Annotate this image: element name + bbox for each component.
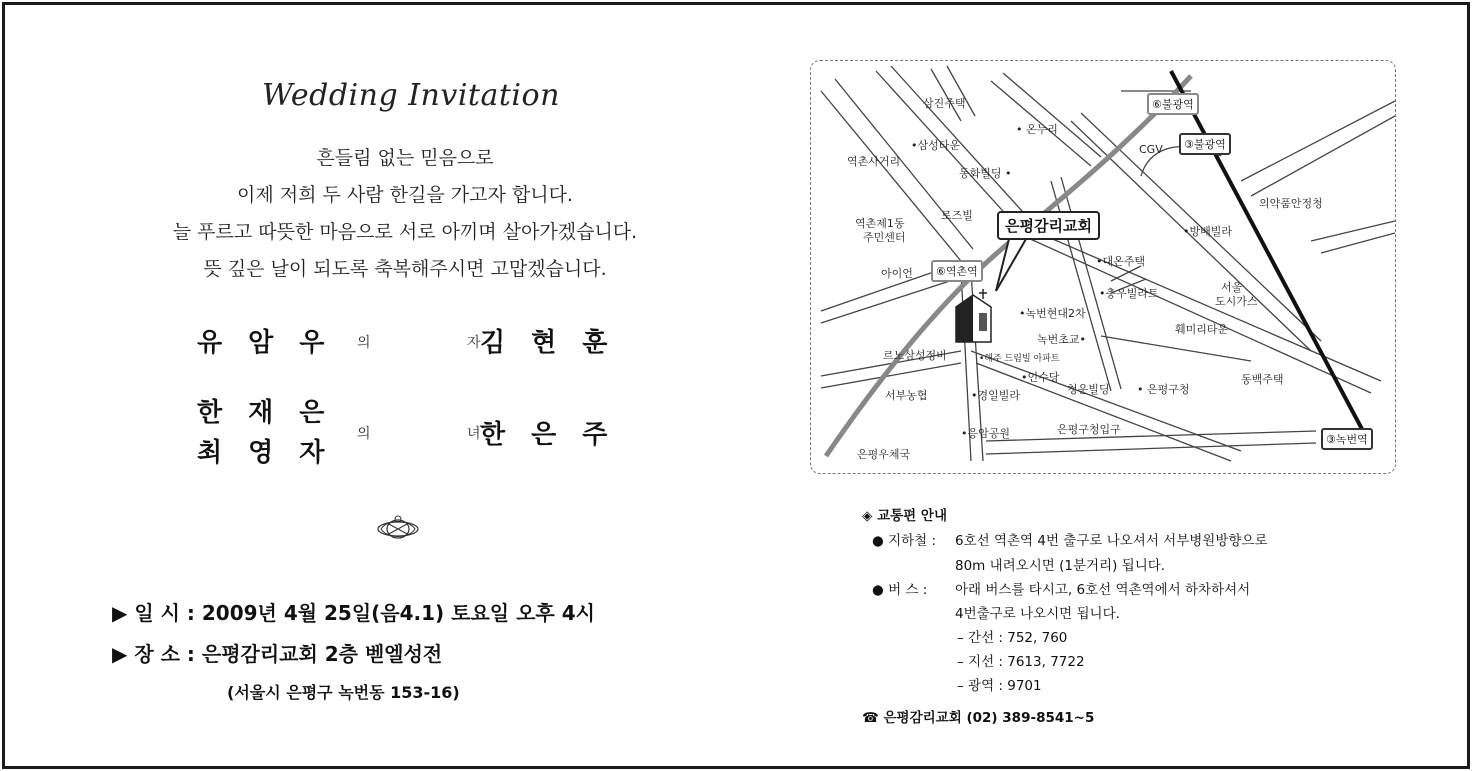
map-label-daeon: •대온주택 [1096,255,1145,268]
poem-line-4: 뜻 깊은 날이 되도록 축복해주시면 고맙겠습니다. [203,258,607,280]
subway-line-1: 6호선 역촌역 4번 출구로 나오셔서 서부병원방향으로 [955,533,1268,549]
bus-trunk: – 간선 : 752, 760 [957,630,1068,646]
subway-line-2: 80m 내려오시면 (1분거리) 됩니다. [955,558,1166,574]
map-label-eungam-park: •응암공원 [961,427,1010,440]
poem-line-3: 늘 푸르고 따뜻한 마음으로 서로 아끼며 살아가겠습니다. [172,221,638,243]
map-label-seobu-nonghyup: 서부농협 [885,389,928,402]
poem-line-2: 이제 저희 두 사람 한길을 가고자 합니다. [237,184,573,206]
map-label-yeokchon-center-1: 역촌제1동 [855,217,905,230]
map-label-cheongwoon: 청운빌딩 [1067,383,1110,396]
transport-heading: ◈ 교통편 안내 [862,508,947,524]
map-label-yeokchon-sageori: 역촌사거리 [847,155,901,168]
map-label-nokbeon-school: 녹번초교• [1037,333,1086,346]
map-label-chungwoo: •충우빌라트 [1099,287,1159,300]
location-map [810,60,1396,474]
bride-father: 한재은 [197,398,351,428]
map-label-gyeongil: •경일빌라 [971,389,1020,402]
bus-wide: – 광역 : 9701 [957,678,1042,694]
map-label-cgv: CGV [1139,143,1163,156]
groom-name: 김현훈 [480,328,634,358]
station-bulgwang-line3: ③불광역 [1179,133,1231,155]
bride-mother: 최영자 [197,438,351,468]
church-label: 은평감리교회 [997,211,1100,240]
map-label-eunpyeong-post: 은평우체국 [857,448,911,461]
station-bulgwang-line6: ⑥불광역 [1147,93,1199,115]
map-label-samjin: 삼진주택 [923,97,966,110]
date-line: ▶ 일 시 : 2009년 4월 25일(음4.1) 토요일 오후 4시 [112,601,595,625]
map-label-insudang: •인수당 [1021,371,1060,384]
map-label-renault: 르노삼성정비 [883,349,947,362]
bus-label: ● 버 스 : [872,582,928,598]
map-label-nokbeon-hyundai: •녹번현대2차 [1019,307,1086,320]
map-label-eunpyeong-office: • 은평구청 [1137,383,1190,396]
invitation-title: Wedding Invitation [262,78,560,113]
map-label-yakpum: 의약품안정청 [1259,197,1323,210]
station-yeokchon-line6: ⑥역촌역 [931,260,983,282]
station-nokbeon-line3: ③녹번역 [1321,428,1373,450]
groom-parent: 유암우 [197,328,351,358]
map-label-dongbaek: 동백주택 [1241,373,1284,386]
ornament-icon [373,513,423,547]
church-phone: ☎ 은평감리교회 (02) 389-8541~5 [862,710,1095,726]
map-label-onnuri: • 온누리 [1016,123,1058,136]
bus-branch: – 지선 : 7613, 7722 [957,654,1085,670]
bride-name: 한은주 [480,420,634,450]
map-label-donghwa: 동화빌딩 • [959,167,1012,180]
map-label-hwemiri: 훼미리타운 [1175,323,1229,336]
subway-label: ● 지하철 : [872,533,937,549]
bus-line-2: 4번출구로 나오시면 됩니다. [955,606,1120,622]
map-label-ion: 아이언 [881,267,913,280]
bride-relation: 의 녀 [357,426,527,442]
bus-line-1: 아래 버스를 타시고, 6호선 역촌역에서 하차하셔서 [955,582,1251,598]
map-label-bangbae: •방배빌라 [1183,225,1232,238]
map-label-yeokchon-center-2: 주민센터 [863,231,906,244]
map-label-seoul-gas-1: 서울 [1221,281,1243,294]
map-label-roseville: 로즈빌 [941,209,973,222]
map-label-eunpyeong-office-entrance: 은평구청입구 [1057,423,1121,436]
map-label-samsung-town: •삼성타운 [911,139,960,152]
place-line: ▶ 장 소 : 은평감리교회 2층 벧엘성전 [112,642,443,666]
poem-line-1: 흔들림 없는 믿음으로 [316,147,494,169]
address: (서울시 은평구 녹번동 153-16) [227,683,460,702]
map-label-haeju: •해주 드림빌 아파트 [979,354,1060,364]
groom-relation: 의 자 [357,335,527,351]
map-label-seoul-gas-2: 도시가스 [1215,295,1258,308]
